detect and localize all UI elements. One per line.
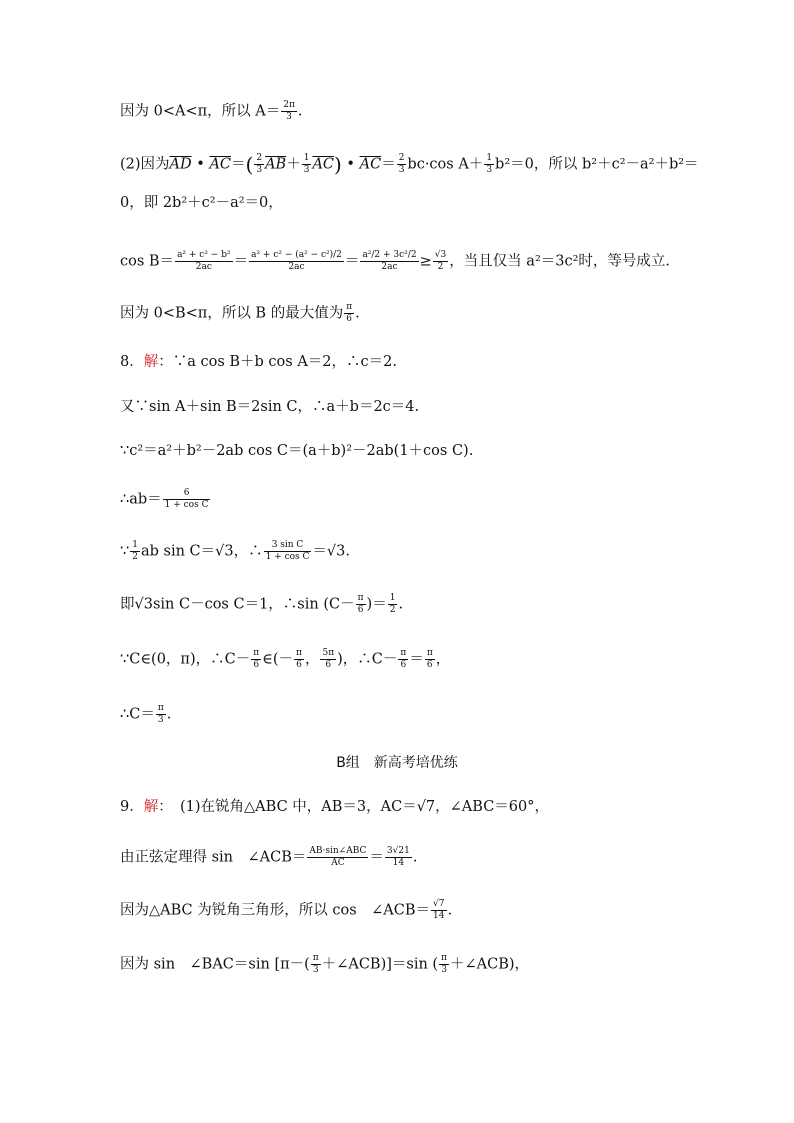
solution-line: 因为 0<B<π，所以 B 的最大值为 $\frac{\pi}{6}$ . <box>120 302 360 324</box>
solution-line: 由正弦定理得 sin ∠ACB＝ $\frac{\text{AB·sin∠ABC}}{AC}$ ＝ $\frac{3√21}{14}$ . <box>120 846 418 868</box>
solution-line: ∵C∈(0，π)，∴C－ $\frac{\pi}{6}$ ∈(－ $\frac{\pi}{6}$ ， $\frac{5\pi}{6}$ )，∴C－ $\frac{\pi}{6}$ ＝ $\frac{\pi}{6}$ ， <box>120 648 451 670</box>
solution-line: 又∵sin A＋sin B＝2sin C，∴a＋b＝2c＝4. <box>120 399 420 415</box>
solution-line: 8．解：∵a cos B＋b cos A＝2，∴c＝2. <box>120 354 397 370</box>
solution-line: ∵ $\frac{1}{2}$ ab sin C＝√3，∴ $\frac{\text{3 sin C}}{\text{1 + cos C}}$ ＝√3. <box>120 540 350 562</box>
solution-line: 因为△ABC 为锐角三角形，所以 cos ∠ACB＝ $\frac{√7}{14}$ . <box>120 899 453 921</box>
solution-line: 0，即 2b²＋c²－a²＝0， <box>120 195 283 211</box>
solution-line: 9．解： (1)在锐角△ABC 中，AB＝3，AC＝√7，∠ABC＝60°， <box>120 799 549 815</box>
solution-line: (2)因为$\overline{AD}$ • $\overline{AC}=$( $\frac{2}{3}$ $\overline{AB}+$ $\frac{1}{3}$ $\overline{AC}$) • $\overline{AC}=$ $\frac{2}{3}$ bc·cos A＋ $\frac{1}{3}$ b²＝0，所以 b²＋c²－a²＋b²＝ <box>120 152 699 177</box>
solution-line: ∴C＝ $\frac{\pi}{3}$ . <box>120 703 172 725</box>
solution-line: 因为 sin ∠BAC＝sin [π－( $\frac{\pi}{3}$ ＋∠ACB)]＝sin ( $\frac{\pi}{3}$ ＋∠ACB)， <box>120 953 530 975</box>
solution-line: 即√3sin C－cos C＝1，∴sin (C－ $\frac{\pi}{6}$ )＝ $\frac{1}{2}$ . <box>120 593 404 615</box>
vector-ad: $\overline{AD}$ <box>169 156 192 173</box>
solution-line: ∵c²＝a²＋b²－2ab cos C＝(a＋b)²－2ab(1＋cos C). <box>120 443 474 459</box>
solution-label: 解 <box>143 799 159 815</box>
solution-label: 解 <box>143 354 159 370</box>
fraction: $\frac{2\pi}{3}$ <box>283 100 295 122</box>
solution-line: 因为 0<A<π，所以 A＝ $\frac{2\pi}{3}$ . <box>120 100 303 122</box>
vector-ac: $\overline{AC}$ <box>209 156 232 173</box>
text: 因为 0<A<π，所以 A＝ <box>120 103 281 120</box>
solution-line: ∴ab＝ $\frac{6}{\text{1 + cos C}}$ <box>120 488 209 510</box>
solution-line: cos B＝ $\frac{\text{a² + c² − b²}}{2ac}$ ＝ $\frac{\text{a² + c² − (a² − c²)/2}}{2ac}$ ＝ $\frac{\text{a²/2 + 3c²/2}}{2ac}$ ≥ $\frac{√3}{2}$ ，当且仅当 a²＝3c²时，等号成立. <box>120 250 671 272</box>
section-heading: B组 新高考培优练 <box>336 755 458 771</box>
